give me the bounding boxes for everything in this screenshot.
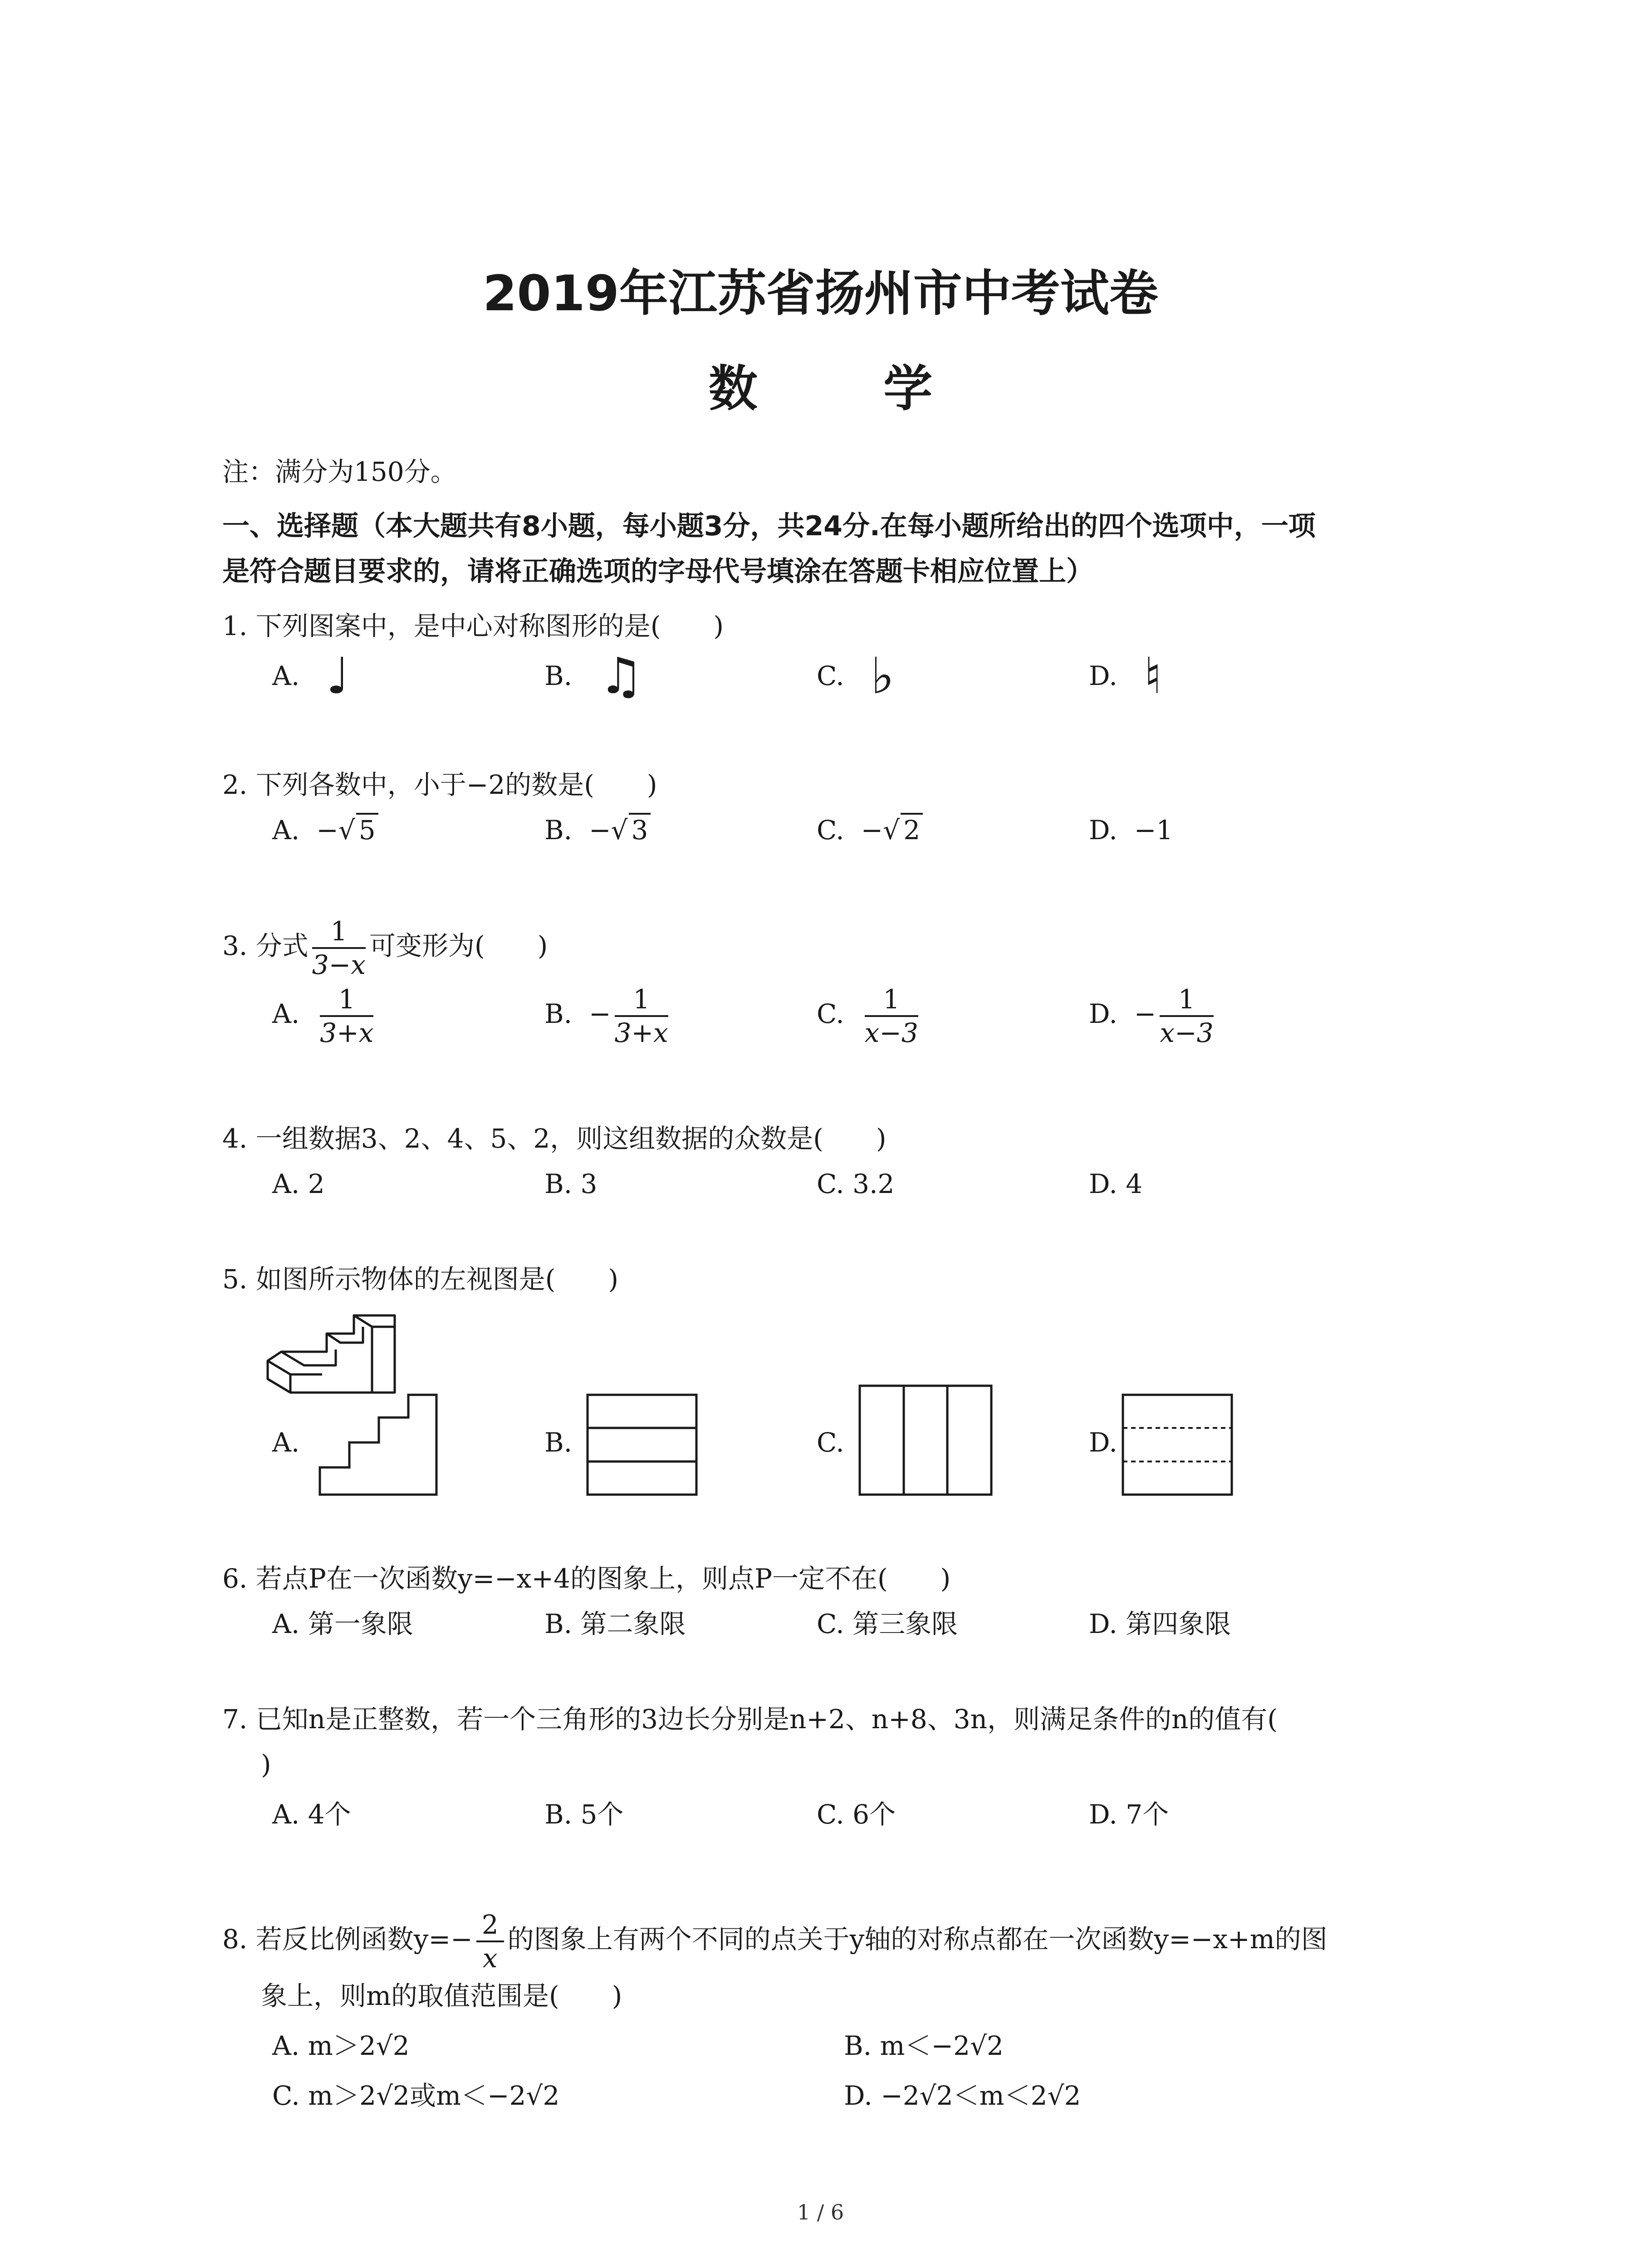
q8-option-c[interactable]: C. m＞2√2或m＜−2√2 [272, 2080, 560, 2111]
q3-option-a-label: A. [272, 998, 300, 1029]
q1-option-d-label: D. [1089, 660, 1117, 691]
radicand: 2 [901, 813, 923, 846]
q1-stem: 1. 下列图案中，是中心对称图形的是( ) [222, 611, 724, 641]
q3-option-c[interactable] [817, 980, 922, 1049]
staircase-object-figure [263, 1306, 426, 1397]
radicand: 3 [629, 813, 651, 846]
q8-option-d[interactable]: D. −2√2＜m＜2√2 [844, 2080, 1081, 2111]
minus-sign: − [316, 815, 338, 846]
q1-option-a-label: A. [272, 660, 300, 691]
denominator: x [482, 1942, 498, 1974]
numerator: 2 [476, 1909, 504, 1942]
q6-option-a[interactable]: A. 第一象限 [272, 1608, 413, 1639]
q8-stem-prefix: 8. 若反比例函数y=− [222, 1924, 473, 1955]
minus-sign: − [588, 815, 611, 846]
q7-option-a[interactable]: A. 4个 [272, 1799, 351, 1830]
exam-title: 2019年江苏省扬州市中考试卷 [483, 265, 1158, 322]
q8-stem-line2: 象上，则m的取值范围是( ) [261, 1980, 622, 2011]
q7-stem-line2: ) [261, 1749, 271, 1780]
subject-title: 数 学 [708, 361, 987, 417]
q3-option-b-label: B. [544, 998, 573, 1029]
section-heading-line2: 是符合题目要求的，请将正确选项的字母代号填涂在答题卡相应位置上） [222, 556, 1093, 587]
q6-option-b[interactable]: B. 第二象限 [544, 1608, 686, 1639]
q6-stem: 6. 若点P在一次函数y=−x+4的图象上，则点P一定不在( ) [222, 1563, 951, 1594]
q7-stem-line1: 7. 已知n是正整数，若一个三角形的3边长分别是n+2、n+8、3n，则满足条件的n的值有( [222, 1704, 1278, 1735]
fraction [320, 983, 373, 1049]
q7-option-d[interactable]: D. 7个 [1089, 1799, 1169, 1830]
q5-option-b-label[interactable]: B. [544, 1427, 573, 1458]
fraction [1160, 983, 1213, 1049]
q7-option-b[interactable]: B. 5个 [544, 1799, 624, 1830]
q1-option-a[interactable] [272, 647, 350, 705]
q2-option-d[interactable] [1089, 812, 1173, 848]
q5-option-b-figure[interactable] [585, 1393, 699, 1497]
q2-option-a-label: A. [272, 815, 300, 846]
q1-option-b-label: B. [544, 660, 573, 691]
denominator: 3−x [312, 949, 366, 980]
sqrt-expression: √ 3 [611, 812, 651, 848]
q2-option-c-label: C. [817, 815, 844, 846]
q5-option-d-figure[interactable] [1121, 1393, 1234, 1497]
fraction [312, 915, 366, 981]
flat-sign-icon: ♭ [871, 647, 895, 705]
q7-option-c[interactable]: C. 6个 [817, 1799, 896, 1830]
radicand: 5 [356, 813, 378, 846]
q2-option-b[interactable] [544, 812, 651, 848]
q1-option-b[interactable] [544, 647, 644, 705]
numerator: 1 [865, 983, 918, 1017]
q4-option-d[interactable]: D. 4 [1089, 1168, 1143, 1199]
q4-option-b[interactable]: B. 3 [544, 1168, 598, 1199]
sign: − [588, 998, 611, 1029]
q1-option-c-label: C. [817, 660, 844, 691]
q8-option-b[interactable]: B. m＜−2√2 [844, 2030, 1004, 2061]
numerator: 1 [615, 983, 668, 1017]
numerator: 1 [1160, 983, 1213, 1017]
q2-stem: 2. 下列各数中，小于−2的数是( ) [222, 769, 657, 800]
q3-option-a[interactable] [272, 980, 377, 1049]
q1-option-c[interactable] [817, 647, 895, 705]
q5-option-a-label[interactable]: A. [272, 1427, 300, 1458]
score-note: 注：满分为150分。 [222, 456, 457, 487]
q8-stem-suffix: 的图象上有两个不同的点关于y轴的对称点都在一次函数y=−x+m的图 [507, 1924, 1327, 1955]
numerator: 1 [320, 983, 373, 1017]
q2-option-d-label: D. [1089, 815, 1117, 846]
q1-option-d[interactable] [1089, 647, 1162, 705]
q5-option-a-figure[interactable] [318, 1393, 440, 1497]
denominator: 3+x [614, 1017, 668, 1048]
minus-sign: − [861, 815, 883, 846]
section-heading-line1: 一、选择题（本大题共有8小题，每小题3分，共24分.在每小题所给出的四个选项中，一项 [222, 510, 1316, 542]
denominator: x−3 [864, 1017, 918, 1048]
q2-option-c[interactable] [817, 812, 923, 848]
q5-option-c-figure[interactable] [857, 1383, 994, 1497]
natural-sign-icon: ♮ [1144, 647, 1162, 705]
q3-option-b[interactable] [544, 980, 672, 1049]
q2-option-a[interactable] [272, 812, 378, 848]
q2-option-d-value: −1 [1134, 815, 1173, 846]
q3-stem [222, 912, 548, 981]
q3-option-c-label: C. [817, 998, 844, 1029]
fraction [476, 1909, 504, 1974]
q3-option-d-label: D. [1089, 998, 1117, 1029]
q2-option-b-label: B. [544, 815, 573, 846]
q8-stem-line1 [222, 1905, 1327, 1974]
beamed-notes-icon: ♫ [598, 647, 644, 705]
page-number: 1 / 6 [797, 2200, 844, 2224]
denominator: x−3 [1160, 1017, 1214, 1048]
q4-option-a[interactable]: A. 2 [272, 1168, 325, 1199]
q5-option-c-label[interactable]: C. [817, 1427, 844, 1458]
q6-option-c[interactable]: C. 第三象限 [817, 1608, 958, 1639]
sqrt-expression: √ 2 [883, 812, 923, 848]
q3-stem-prefix: 3. 分式 [222, 930, 309, 961]
q6-option-d[interactable]: D. 第四象限 [1089, 1608, 1231, 1639]
q3-stem-suffix: 可变形为( ) [369, 930, 548, 961]
numerator: 1 [312, 915, 366, 949]
fraction [615, 983, 668, 1049]
sqrt-expression: √ 5 [338, 812, 378, 848]
quarter-note-icon: ♩ [326, 647, 350, 705]
q4-option-c[interactable]: C. 3.2 [817, 1168, 895, 1199]
fraction [865, 983, 918, 1049]
q5-option-d-label[interactable]: D. [1089, 1427, 1117, 1458]
q3-option-d[interactable] [1089, 980, 1217, 1049]
q8-option-a[interactable]: A. m＞2√2 [272, 2030, 410, 2061]
sign: − [1134, 998, 1156, 1029]
q5-stem: 5. 如图所示物体的左视图是( ) [222, 1264, 619, 1295]
denominator: 3+x [320, 1017, 374, 1048]
q4-stem: 4. 一组数据3、2、4、5、2，则这组数据的众数是( ) [222, 1123, 887, 1154]
